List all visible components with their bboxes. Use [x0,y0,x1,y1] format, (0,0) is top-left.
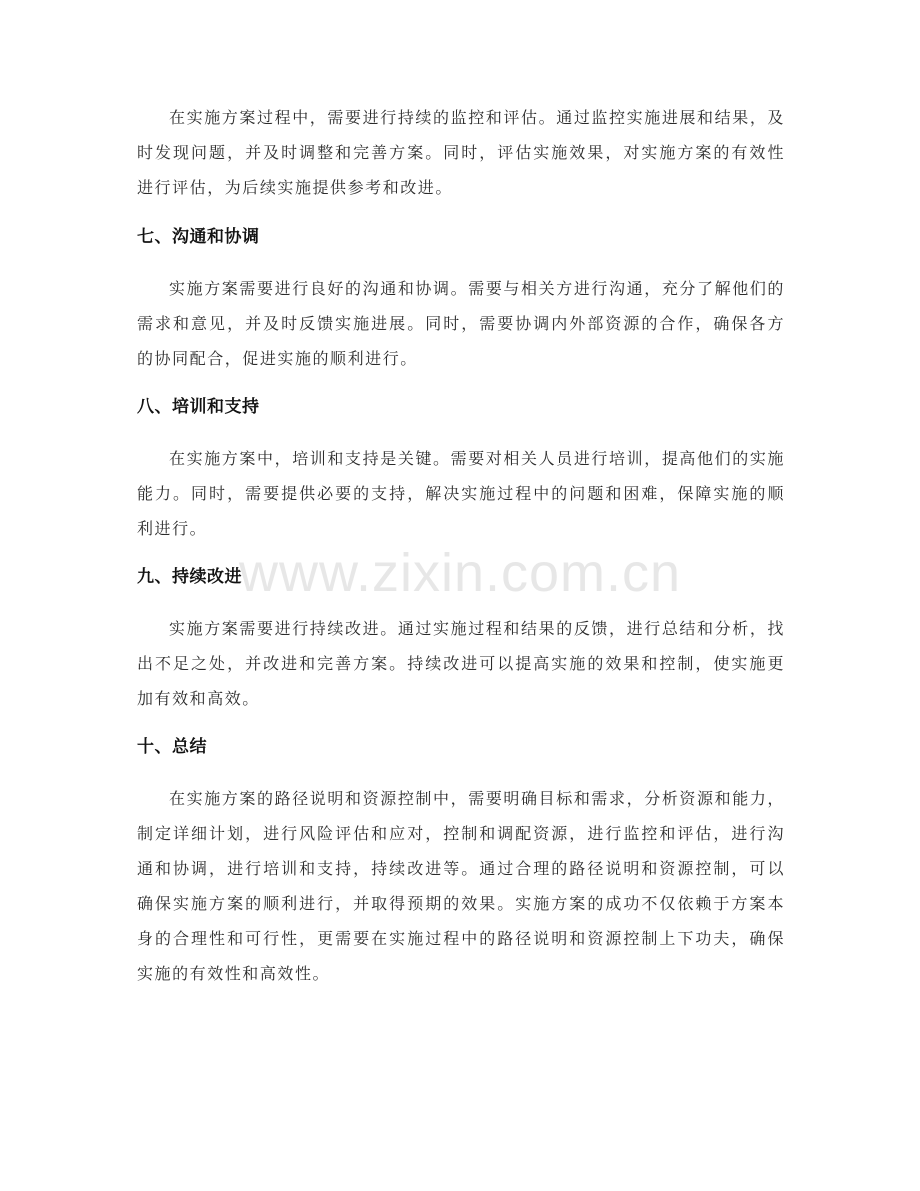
section-heading-communication: 七、沟通和协调 [137,227,260,247]
paragraph-summary: 在实施方案的路径说明和资源控制中，需要明确目标和需求，分析资源和能力，制定详细计划，进行风险评估和应对，控制和调配资源，进行监控和评估，进行沟通和协调，进行培训和支持，持续改进等。通过合理的路径说明和资源控制，可以确保实施方案的顺利进行，并取得预期的效果。实施方案的成功不仅依赖于方案本身的合理性和可行性，更需要在实施过程中的路径说明和资源控制上下功夫，确保实施的有效性和高效性。 [137,789,785,983]
section-heading-training: 八、培训和支持 [137,397,260,417]
document-body [137,100,785,991]
paragraph-communication: 实施方案需要进行良好的沟通和协调。需要与相关方进行沟通，充分了解他们的需求和意见，并及时反馈实施进展。同时，需要协调内外部资源的合作，确保各方的协同配合，促进实施的顺利进行。 [137,279,785,368]
watermark-text: www.zixin.com.cn [238,543,682,603]
paragraph-improvement: 实施方案需要进行持续改进。通过实施过程和结果的反馈，进行总结和分析，找出不足之处，并改进和完善方案。持续改进可以提高实施的效果和控制，使实施更加有效和高效。 [137,619,785,708]
section-heading-improvement: 九、持续改进 [137,567,242,587]
section-heading-summary: 十、总结 [137,737,207,757]
paragraph-training: 在实施方案中，培训和支持是关键。需要对相关人员进行培训，提高他们的实施能力。同时，需要提供必要的支持，解决实施过程中的问题和困难，保障实施的顺利进行。 [137,449,785,538]
paragraph-monitoring: 在实施方案过程中，需要进行持续的监控和评估。通过监控实施进展和结果，及时发现问题，并及时调整和完善方案。同时，评估实施效果，对实施方案的有效性进行评估，为后续实施提供参考和改进。 [137,108,785,197]
